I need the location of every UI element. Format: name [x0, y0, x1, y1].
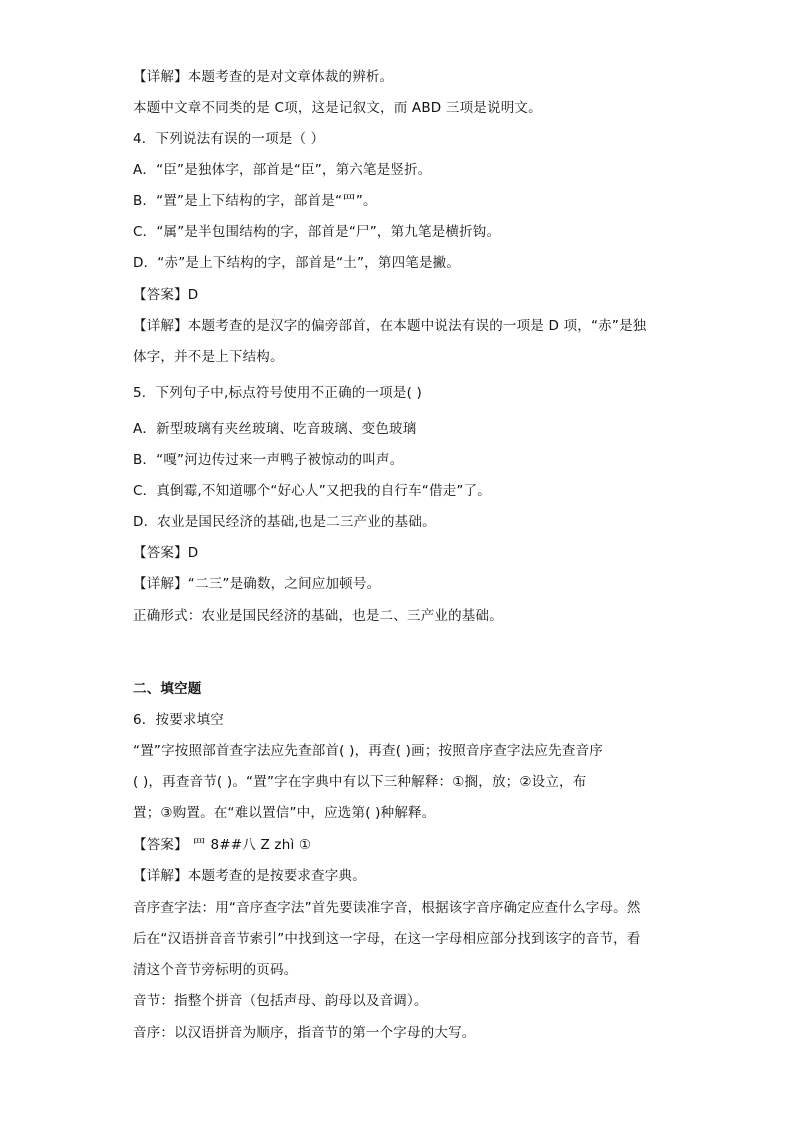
explanation: 音序查字法：用“音序查字法”首先要读准字音，根据该字音序确定应查什么字母。然 [133, 900, 641, 916]
section-heading: 二、填空题 [133, 681, 202, 697]
explanation: 【详解】本题考查的是按要求查字典。 [133, 868, 366, 884]
option-a: A．“臣”是独体字，部首是“臣”，第六笔是竖折。 [133, 162, 432, 178]
answer: 【答案】 罒 8##八 Z zhì ① [133, 837, 312, 853]
question-6-body: 置；③购置。在“难以置信”中，应选第( )种解释。 [133, 805, 436, 821]
answer: 【答案】D [133, 545, 199, 561]
explanation: 【详解】本题考查的是汉字的偏旁部首，在本题中说法有误的一项是 D 项，“赤”是独 [133, 318, 647, 334]
explanation: 后在“汉语拼音音节索引”中找到这一字母，在这一字母相应部分找到该字的音节，看 [133, 931, 641, 947]
question-5-stem: 5．下列句子中,标点符号使用不正确的一项是( ) [133, 385, 423, 401]
question-4-stem: 4．下列说法有误的一项是（ ） [133, 131, 325, 147]
option-c: C．真倒霉,不知道哪个“好心人”又把我的自行车“借走”了。 [133, 483, 491, 499]
question-6-body: ( )，再查音节( )。“置”字在字典中有以下三种解释：①搁，放；②设立，布 [133, 774, 587, 790]
text-line: 本题中文章不同类的是 C项，这是记叙文，而 ABD 三项是说明文。 [133, 100, 542, 116]
explanation: 体字，并不是上下结构。 [133, 349, 284, 365]
explanation: 清这个音节旁标明的页码。 [133, 962, 298, 978]
option-d: D．“赤”是上下结构的字，部首是“土”，第四笔是撇。 [133, 255, 461, 271]
answer: 【答案】D [133, 287, 199, 303]
explanation: 音序：以汉语拼音为顺序，指音节的第一个字母的大写。 [133, 1025, 476, 1041]
option-b: B．“嘎”河边传过来一声鸭子被惊动的叫声。 [133, 452, 404, 468]
explanation: 【详解】“二三”是确数，之间应加顿号。 [133, 576, 381, 592]
option-b: B．“置”是上下结构的字，部首是“罒”。 [133, 193, 377, 209]
explanation: 正确形式：农业是国民经济的基础，也是二、三产业的基础。 [133, 608, 503, 624]
option-a: A．新型玻璃有夹丝玻璃、吃音玻璃、变色玻璃 [133, 421, 417, 437]
explanation: 音节：指整个拼音（包括声母、韵母以及音调）。 [133, 993, 428, 1009]
option-d: D．农业是国民经济的基础,也是二三产业的基础。 [133, 514, 436, 530]
text-line: 【详解】本题考查的是对文章体裁的辨析。 [133, 69, 394, 85]
option-c: C．“属”是半包围结构的字，部首是“尸”，第九笔是横折钩。 [133, 224, 501, 240]
question-6-body: “置”字按照部首查字法应先查部首( )，再查( )画；按照音序查字法应先查音序 [133, 743, 603, 759]
question-6-stem: 6．按要求填空 [133, 712, 224, 728]
